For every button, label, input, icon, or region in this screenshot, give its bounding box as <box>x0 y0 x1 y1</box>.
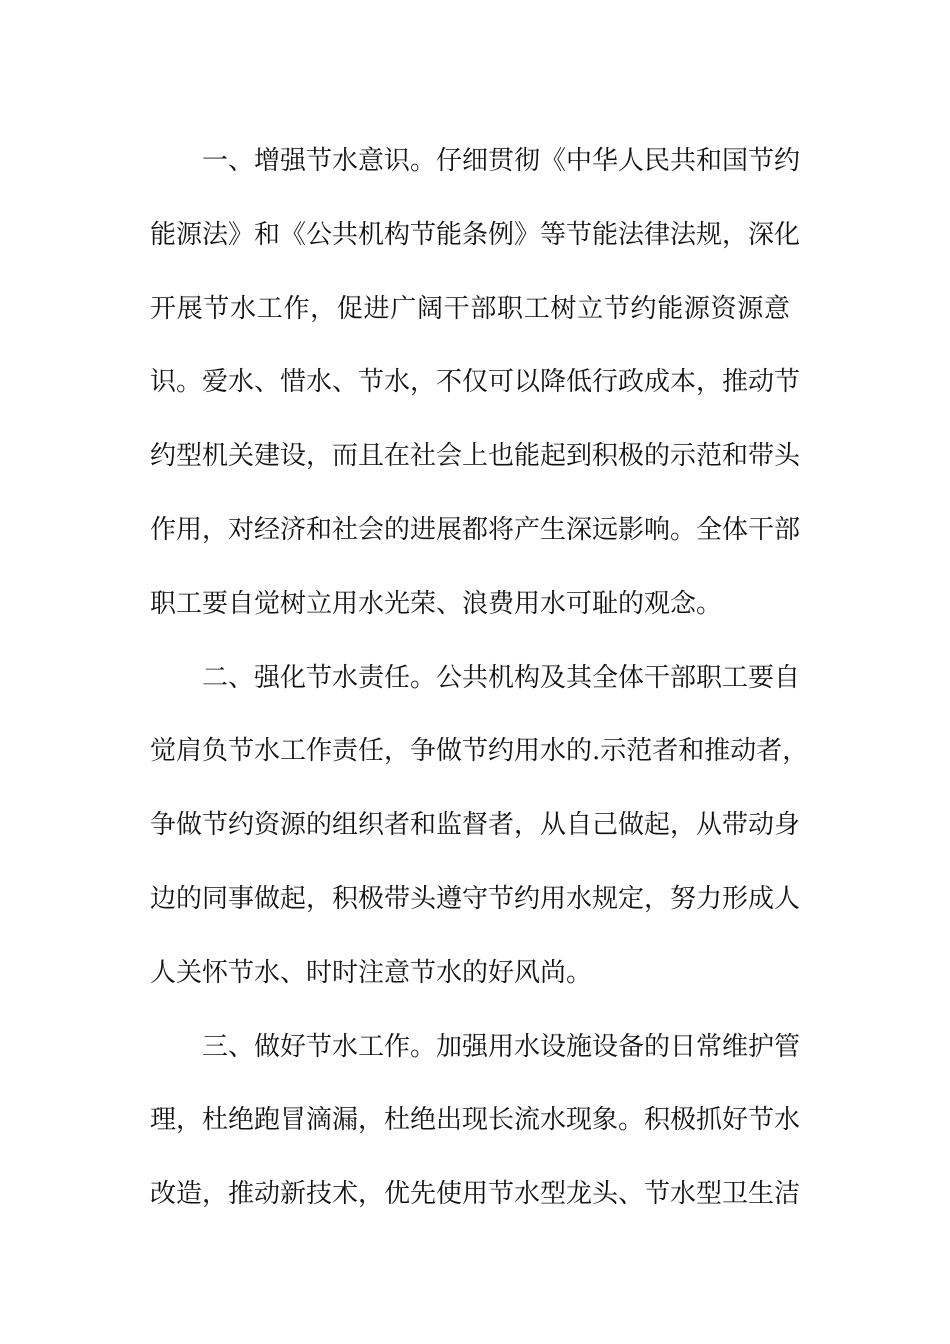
text-line: 约型机关建设，而且在社会上也能起到积极的示范和带头 <box>150 441 801 472</box>
text-line: 职工要自觉树立用水光荣、浪费用水可耻的观念。 <box>150 588 723 619</box>
paragraph-water-awareness <box>150 125 801 642</box>
text-line: 人关怀节水、时时注意节水的好风尚。 <box>150 957 593 988</box>
text-line: 争做节约资源的组织者和监督者，从自己做起，从带动身 <box>150 810 801 841</box>
paragraph-water-work <box>150 1011 801 1232</box>
document-body <box>150 125 809 1232</box>
text-line: 识。爱水、惜水、节水，不仅可以降低行政成本，推动节 <box>150 367 801 398</box>
text-line: 觉肩负节水工作责任，争做节约用水的.示范者和推动者， <box>150 736 809 767</box>
text-line: 理，杜绝跑冒滴漏，杜绝出现长流水现象。积极抓好节水 <box>150 1105 801 1136</box>
text-line: 二、强化节水责任。公共机构及其全体干部职工要自 <box>202 662 801 693</box>
text-line: 三、做好节水工作。加强用水设施设备的日常维护管 <box>202 1031 801 1062</box>
paragraph-water-responsibility <box>150 642 809 1011</box>
text-line: 作用，对经济和社会的进展都将产生深远影响。全体干部 <box>150 514 801 545</box>
text-line: 边的同事做起，积极带头遵守节约用水规定，努力形成人 <box>150 883 801 914</box>
text-line: 改造，推动新技术，优先使用节水型龙头、节水型卫生洁 <box>150 1179 801 1210</box>
text-line: 能源法》和《公共机构节能条例》等节能法律法规，深化 <box>150 219 801 250</box>
text-line: 一、增强节水意识。仔细贯彻《中华人民共和国节约 <box>202 146 801 176</box>
text-line: 开展节水工作，促进广阔干部职工树立节约能源资源意 <box>150 293 790 324</box>
